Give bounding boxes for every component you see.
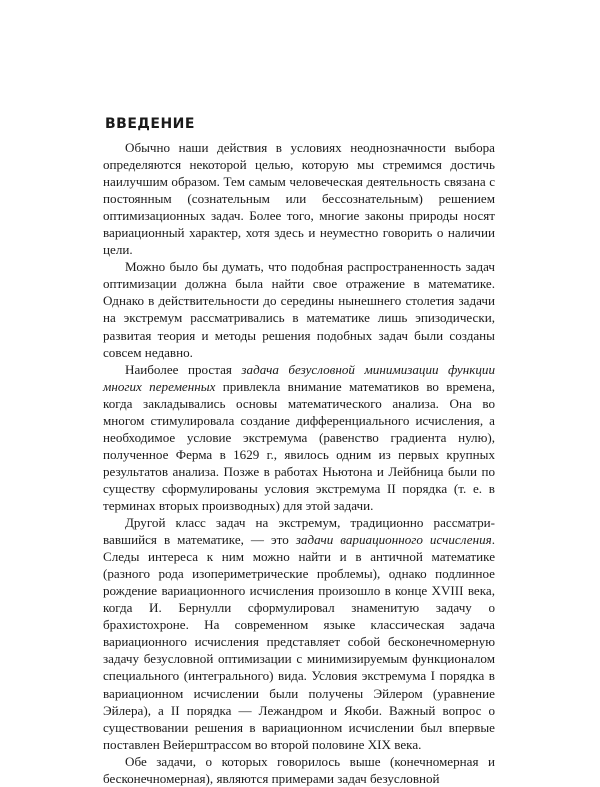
paragraph-4 [103, 514, 495, 753]
paragraph-1 [103, 139, 495, 258]
italic-term: задача безусловной минимизации функции многих переменных [103, 361, 495, 394]
paragraph-3 [103, 361, 495, 514]
body-text [103, 139, 495, 787]
text-run: Обе задачи, о которых говорилось выше (конечномерная и бесконечномерная), являются примерами задач безусловной [103, 753, 495, 786]
paragraph-5 [103, 753, 495, 787]
paragraph-2 [103, 258, 495, 360]
text-run: Наиболее простая [125, 361, 242, 377]
text-run: Обычно наши действия в условиях неоднозначности выбора определяются некоторой целью, которую мы стремимся достичь наилучшим образом. Тем самым человеческая деятельность связана с постоянным (сознательным или бессознательным) решением оптимизационных задач. Более того, многие законы природы носят вариационный характер, хотя здесь и неуместно говорить о наличии цели. [103, 140, 495, 258]
text-run: Можно было бы думать, что подобная распространенность задач оптимизации должна была найти свое отражение в математике. Однако в действительности до середины нынешнего столетия задачи на экстремум рассматривались в математике лишь эпизодически, развитая теория и методы решения подобных задач были созданы совсем недавно. [103, 259, 495, 360]
italic-term: задачи вариационного исчисления [295, 532, 492, 548]
text-run: Другой класс задач на экстремум, традиционно рассматривавшийся в математике, — это [103, 515, 495, 548]
text-run: . Следы интереса к ним можно найти и в античной математике (разного рода изопериметрические проблемы), однако подлинное рождение вариационного исчисления произошло в конце XVIII века, когда И. Бернулли сформулировал знаменитую задачу о брахистохроне. На современном языке классическая задача вариационного исчисления представляет собой бесконечномерную задачу безусловной оптимизации с минимизируемым функционалом специального (интегрального) вида. Условия экстремума I порядка в вариационном исчислении были получены Эйлером (уравнение Эйлера), а II порядка — Лежандром и Якоби. Важный вопрос о существовании решения в вариационном исчислении был впервые поставлен Вейерштрассом во второй половине XIX века. [103, 532, 495, 752]
text-run: привлекла внимание математиков во времена, когда закладывались основы математического анализа. Она во многом стимулировала создание дифференциального исчисления, а необходимое условие экстремума (равенство градиента нулю), полученное Ферма в 1629 г., явилось одним из первых крупных результатов анализа. Позже в работах Ньютона и Лейбница были по существу сформулированы условия экстремума II порядка (т. е. в терминах вторых производных) для этой задачи. [103, 378, 495, 513]
section-heading: ВВЕДЕНИЕ [105, 116, 195, 132]
